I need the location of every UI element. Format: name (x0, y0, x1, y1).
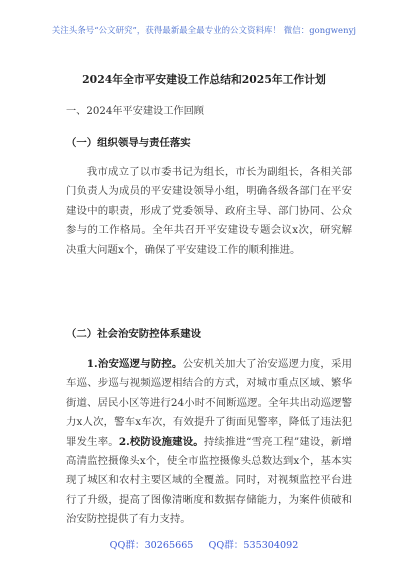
header-banner: 关注头条号“公文研究”，获得最新最全最专业的公文资料库！ 微信：gongwenyj (51, 25, 357, 35)
point-facilities-body: 持续推进“雪亮工程”建设，新增高清监控摄像头x个，使全市监控摄像头总数达到x个，基本实现了城区和农村主要区域的全覆盖。同时，对视频监控平台进行了升级，提高了图像清晰度和数据存储能力，为案件侦破和治安防控提供了有力支持。 (66, 435, 353, 526)
subheading-organization: （一）组织领导与责任落实 (66, 137, 191, 149)
point-patrol-title: 1.治安巡逻与防控。 (86, 358, 183, 370)
document-title: 2024年全市平安建设工作总结和2025年工作计划 (82, 73, 326, 86)
point-patrol-body: 公安机关加大了治安巡逻力度，采用车巡、步巡与视频巡逻相结合的方式，对城市重点区域、繁华街道、居民小区等进行24小时不间断巡逻。全年共出动巡逻警力x人次，警车x车次，有效提升了街面见警率，降低了违法犯罪发生率。 (66, 358, 352, 448)
qq-group-1: QQ群：30265665 (109, 540, 194, 551)
subheading-security-system: （二）社会治安防控体系建设 (66, 328, 202, 340)
point-facilities-title: 2.校防设施建设。 (118, 435, 204, 448)
paragraph-security-system (66, 355, 352, 530)
footer-qq-groups (0, 537, 408, 551)
paragraph-organization: 我市成立了以市委书记为组长，市长为副组长，各相关部门负责人为成员的平安建设领导小组，明确各级各部门在平安建设中的职责，形成了党委领导、政府主导、部门协同、公众参与的工作格局。全年共召开平安建设专题会议x次，研究解决重大问题x个，确保了平安建设工作的顺利推进。 (66, 166, 352, 256)
qq-group-2: QQ群：535304092 (208, 540, 299, 551)
section-heading-review: 一、2024年平安建设工作回顾 (66, 106, 204, 117)
